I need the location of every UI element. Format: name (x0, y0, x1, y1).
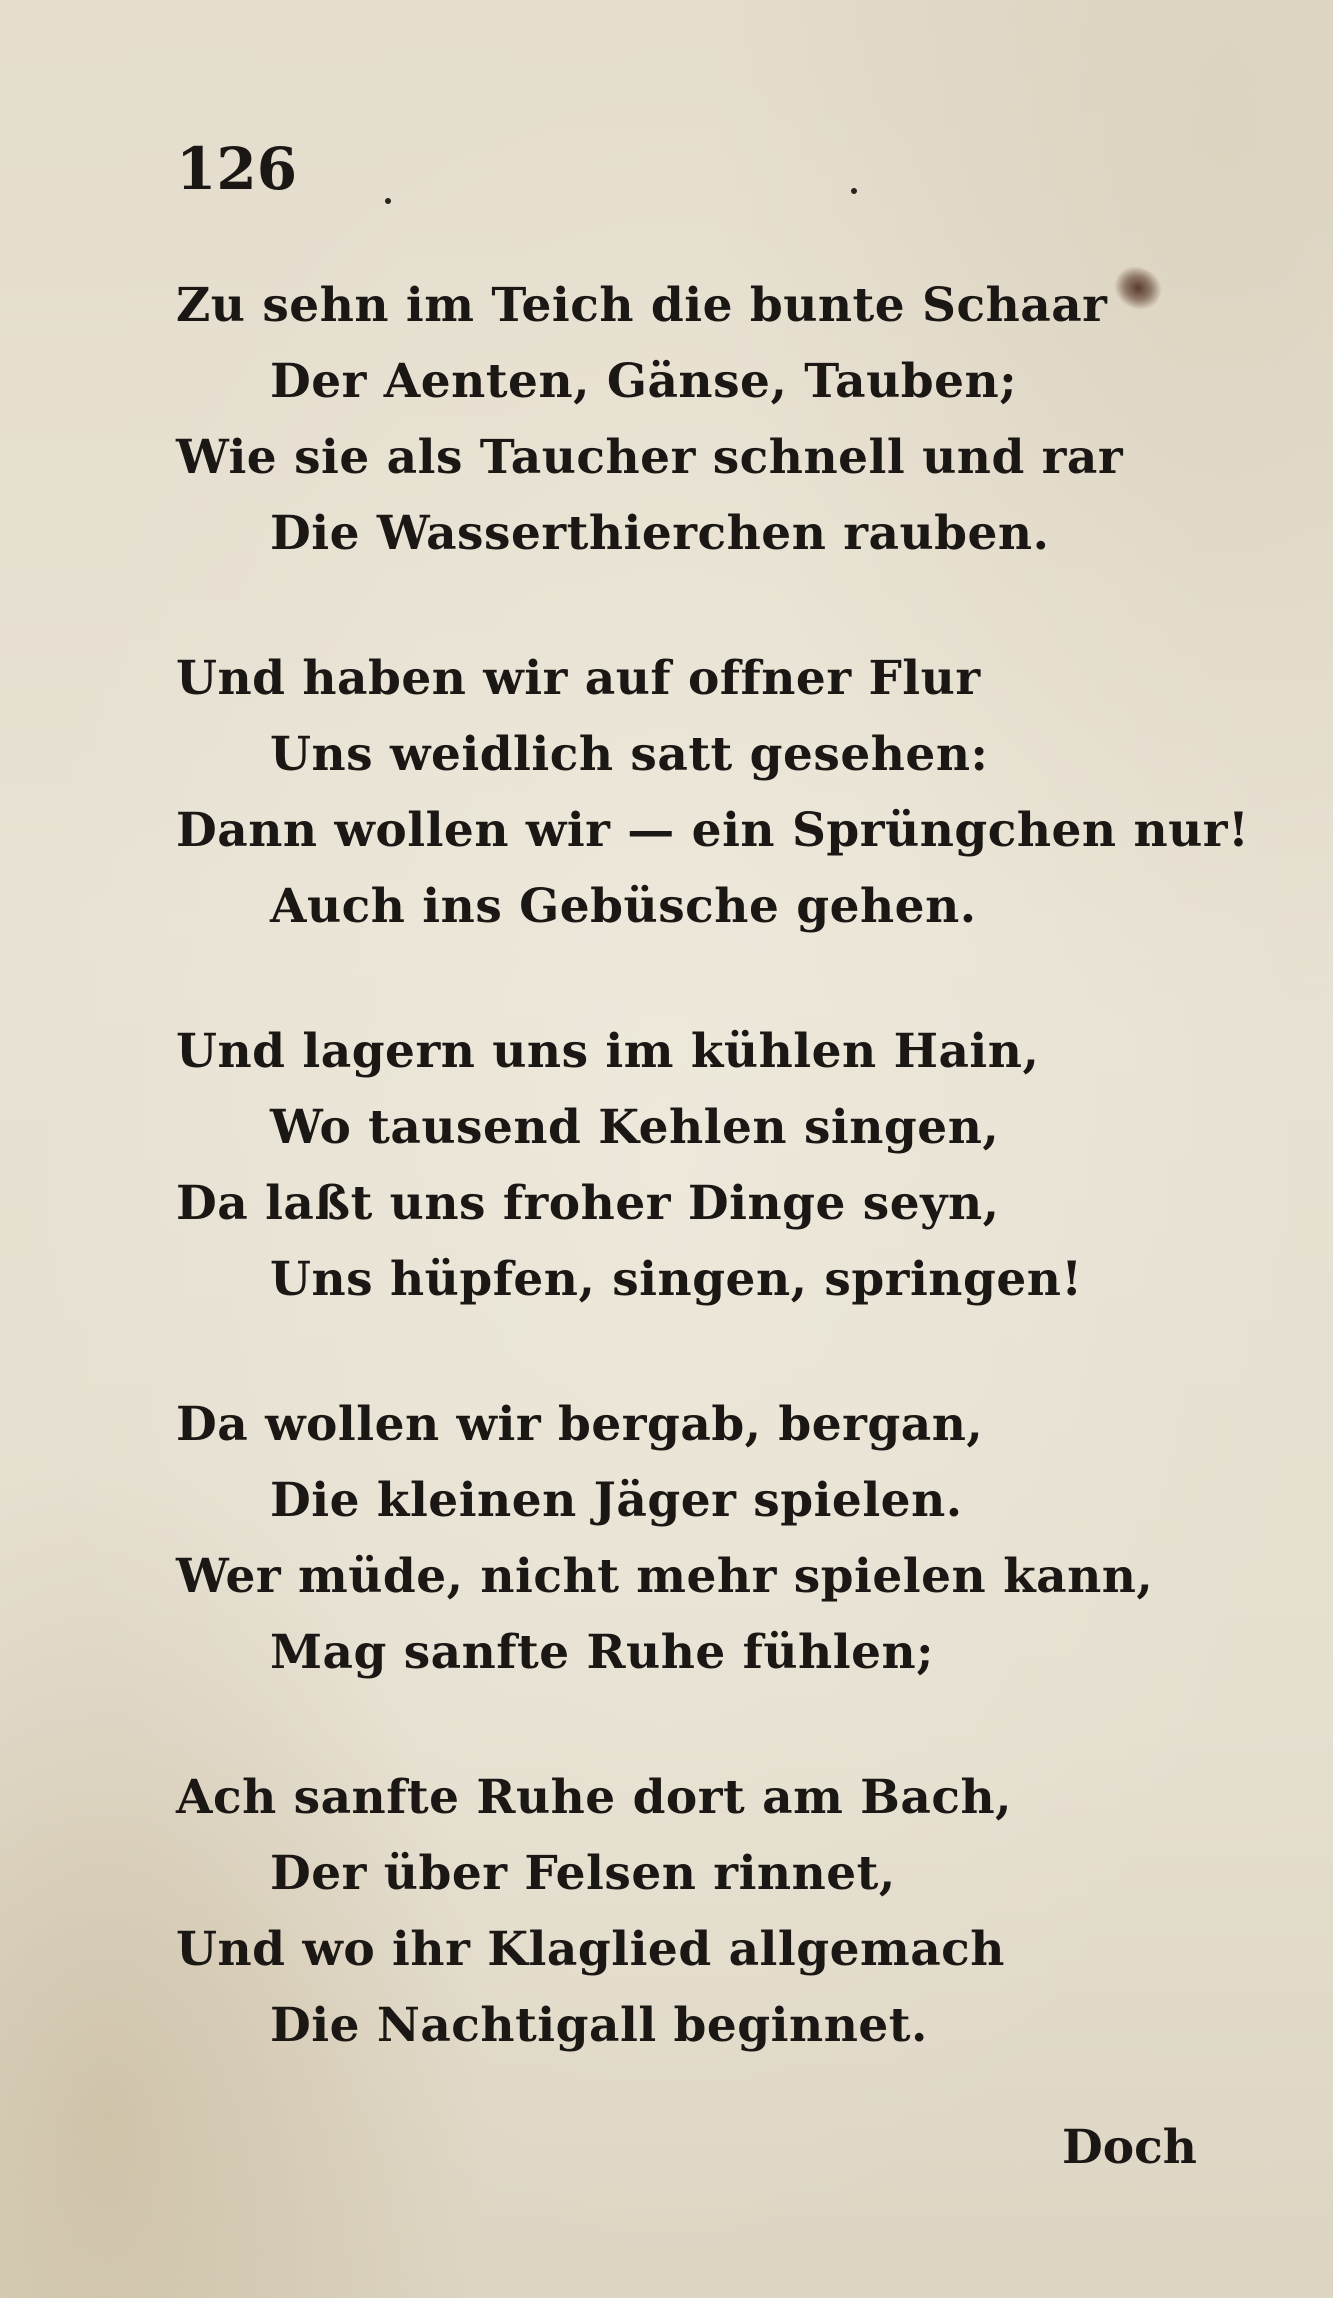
verse-line: Da laßt uns froher Dinge seyn, (176, 1176, 1000, 1231)
verse-line: Mag sanfte Ruhe fühlen; (270, 1625, 934, 1680)
verse-line: Der Aenten, Gänse, Tauben; (270, 354, 1018, 409)
verse-line: Die Wasserthierchen rauben. (270, 506, 1050, 561)
stanza-3 (176, 1014, 1176, 1318)
verse-line: Uns hüpfen, singen, springen! (270, 1252, 1083, 1307)
verse-line: Und lagern uns im kühlen Hain, (176, 1024, 1040, 1079)
verse-line: Wer müde, nicht mehr spielen kann, (176, 1549, 1154, 1604)
verse-line: Und haben wir auf offner Flur (176, 651, 981, 706)
paper-speck (851, 188, 857, 194)
catchword: Doch (1062, 2120, 1197, 2175)
stanza-1 (176, 268, 1176, 572)
verse-line: Die kleinen Jäger spielen. (270, 1473, 963, 1528)
verse-line: Wie sie als Taucher schnell und rar (176, 430, 1124, 485)
stanza-5 (176, 1760, 1176, 2064)
page-number: 126 (176, 135, 298, 203)
verse-line: Und wo ihr Klaglied allgemach (176, 1922, 1005, 1977)
paper-speck (385, 198, 391, 204)
stanza-4 (176, 1387, 1176, 1691)
verse-line: Die Nachtigall beginnet. (270, 1998, 928, 2053)
verse-line: Uns weidlich satt gesehen: (270, 727, 989, 782)
verse-line: Wo tausend Kehlen singen, (270, 1100, 1000, 1155)
verse-line: Auch ins Gebüsche gehen. (270, 879, 977, 934)
verse-line: Ach sanfte Ruhe dort am Bach, (176, 1770, 1012, 1825)
verse-line: Zu sehn im Teich die bunte Schaar (176, 278, 1108, 333)
stanza-2 (176, 641, 1250, 945)
verse-line: Dann wollen wir — ein Sprüngchen nur! (176, 803, 1250, 858)
verse-line: Da wollen wir bergab, bergan, (176, 1397, 984, 1452)
verse-line: Der über Felsen rinnet, (270, 1846, 896, 1901)
